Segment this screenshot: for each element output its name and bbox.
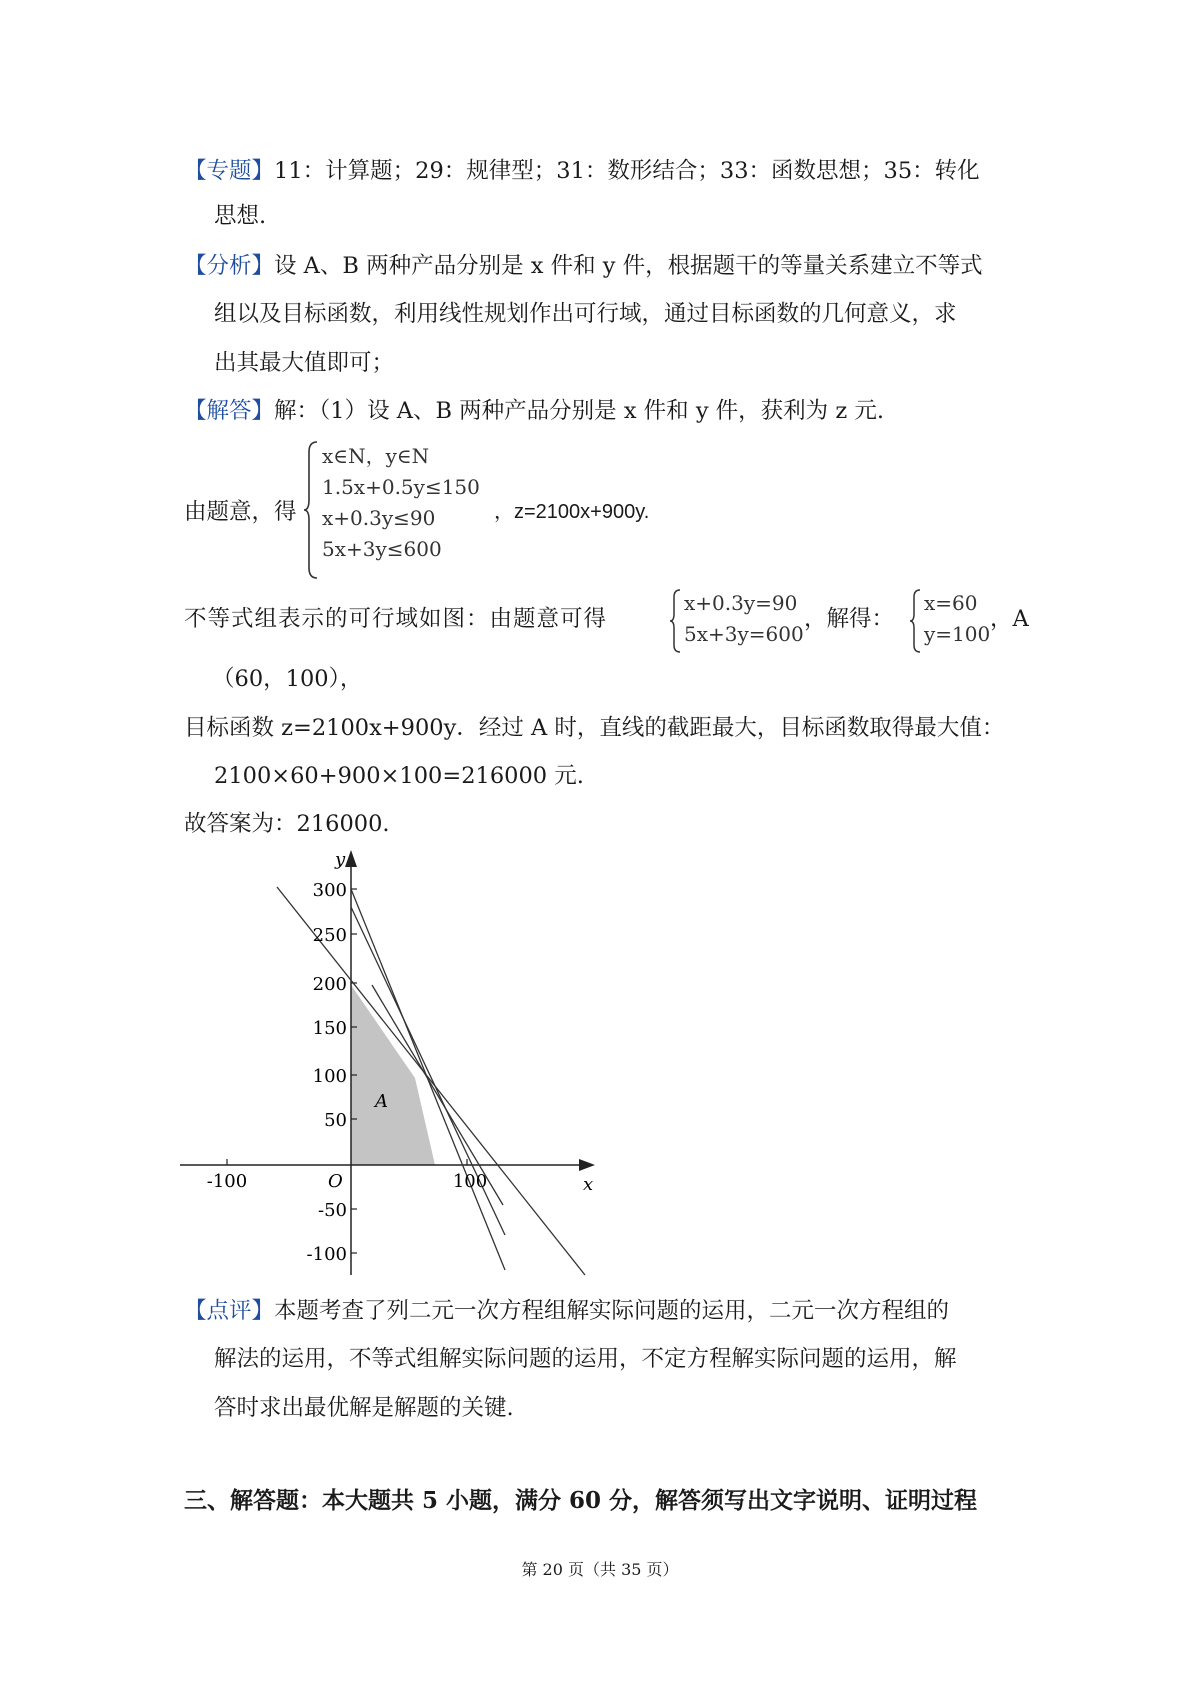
equation-system xyxy=(684,588,804,650)
y-axis-label: y xyxy=(335,849,346,870)
fenxi-line-1 xyxy=(184,250,983,282)
x-axis-label: x xyxy=(583,1174,594,1195)
y-tick-label: 150 xyxy=(312,1018,347,1039)
dianping-line-1 xyxy=(184,1295,949,1327)
y-tick-label: 50 xyxy=(324,1110,347,1131)
y-tick-label: -100 xyxy=(306,1244,347,1265)
y-tick-label: 300 xyxy=(312,880,347,901)
system-row: 1.5x+0.5y≤150 xyxy=(322,475,480,499)
origin-label: O xyxy=(328,1171,343,1192)
youtiyi-label: 由题意，得 xyxy=(184,499,297,525)
system2-row: 5x+3y=600 xyxy=(684,622,804,646)
y-tick-label: 100 xyxy=(312,1066,347,1087)
feasible-region-graph xyxy=(175,845,600,1285)
system-row: x+0.3y≤90 xyxy=(322,506,436,530)
objective-expression: ，z=2100x+900y. xyxy=(494,501,650,523)
x-tick-label: 100 xyxy=(452,1171,488,1192)
solution-system xyxy=(924,588,990,650)
y-tick-label: -50 xyxy=(318,1200,347,1221)
zhuanti-line-1 xyxy=(184,155,980,187)
page-footer: 第 20 页（共 35 页） xyxy=(521,1560,679,1579)
zhuanti-tag: 【专题】 xyxy=(184,158,275,184)
system3-brace xyxy=(910,588,922,654)
dianping-tag: 【点评】 xyxy=(184,1298,275,1324)
inequality-system xyxy=(322,441,480,565)
x-axis-arrow-icon xyxy=(579,1159,595,1171)
dianping-text: 本题考查了列二元一次方程组解实际问题的运用，二元一次方程组的 xyxy=(274,1298,950,1324)
jieda-line-1 xyxy=(184,395,884,427)
zhuanti-line-2: 思想. xyxy=(214,203,267,229)
fenxi-line-3: 出其最大值即可； xyxy=(214,350,395,376)
feasible-region xyxy=(351,985,435,1165)
system-brace xyxy=(304,440,320,580)
jiede-label: ，解得： xyxy=(804,606,895,632)
system3-row: x=60 xyxy=(924,591,978,615)
calculation-text: 2100×60+900×100=216000 元. xyxy=(214,763,584,789)
system-row: x∈N，y∈N xyxy=(322,444,430,468)
objective-text: 目标函数 z=2100x+900y．经过 A 时，直线的截距最大，目标函数取得最大值： xyxy=(184,715,1005,741)
jieda-text: 解：（1）设 A、B 两种产品分别是 x 件和 y 件，获利为 z 元. xyxy=(274,398,884,424)
y-axis-arrow-icon xyxy=(345,850,357,867)
point-a-graph-label: A xyxy=(375,1091,388,1112)
system-row: 5x+3y≤600 xyxy=(322,537,442,561)
feasible-text: 不等式组表示的可行域如图：由题意可得 xyxy=(184,606,608,632)
dianping-line-2: 解法的运用，不等式组解实际问题的运用，不定方程解实际问题的运用，解 xyxy=(214,1346,957,1372)
system2-row: x+0.3y=90 xyxy=(684,591,798,615)
point-a-coords: （60，100）， xyxy=(212,666,363,692)
fenxi-tag: 【分析】 xyxy=(184,253,275,279)
answer-text: 故答案为：216000. xyxy=(184,811,390,837)
fenxi-line-2: 组以及目标函数，利用线性规划作出可行域，通过目标函数的几何意义，求 xyxy=(214,301,957,327)
system2-brace xyxy=(670,588,682,654)
zhuanti-text: 11：计算题；29：规律型；31：数形结合；33：函数思想；35：转化 xyxy=(274,158,980,184)
jieda-tag: 【解答】 xyxy=(184,398,275,424)
system3-row: y=100 xyxy=(924,622,991,646)
y-tick-label: 250 xyxy=(312,925,347,946)
dianping-line-3: 答时求出最优解是解题的关键. xyxy=(214,1395,514,1421)
point-a-label: ，A xyxy=(990,606,1029,632)
section-three-heading: 三、解答题：本大题共 5 小题，满分 60 分，解答须写出文字说明、证明过程 xyxy=(184,1487,978,1514)
x-tick-label: -100 xyxy=(206,1171,248,1192)
fenxi-text: 设 A、B 两种产品分别是 x 件和 y 件，根据题干的等量关系建立不等式 xyxy=(274,253,983,279)
y-tick-label: 200 xyxy=(312,974,347,995)
